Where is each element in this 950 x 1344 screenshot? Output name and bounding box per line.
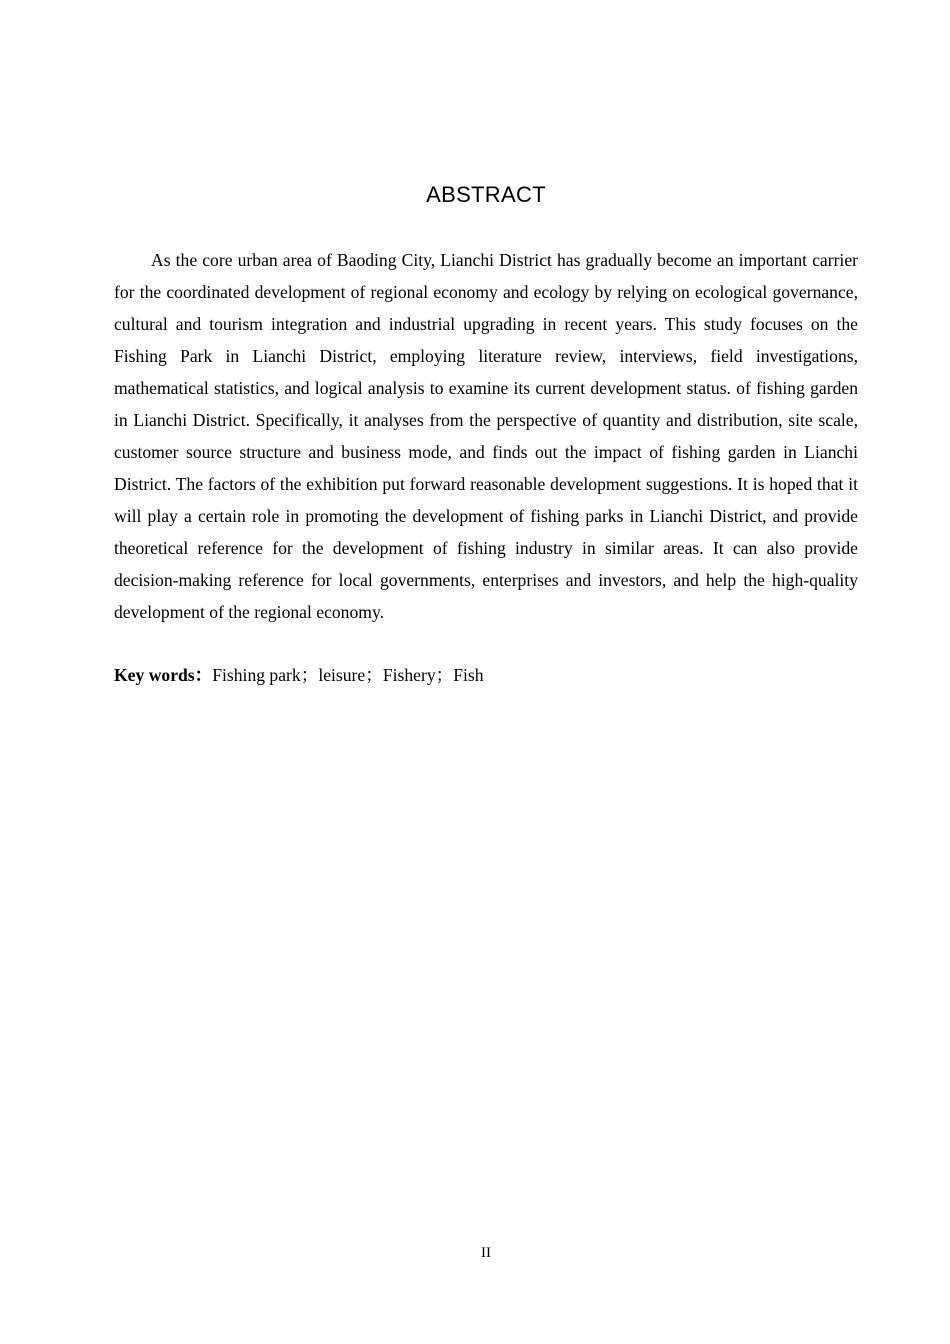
abstract-title: ABSTRACT <box>426 182 546 207</box>
page-number: II <box>481 1245 491 1261</box>
keywords-label: Key words： <box>114 665 213 685</box>
keyword-separator: ； <box>300 665 319 685</box>
keywords-line <box>114 659 858 691</box>
abstract-paragraph: As the core urban area of Baoding City, Lianchi District has gradually become an important carrier for the coordinated development of regional economy and ecology by relying on ecological governance, cultural and tourism integration and industrial upgrading in recent years. This study focuses on the Fishing Park in Lianchi District, employing literature review, interviews, field investigations, mathematical statistics, and logical analysis to examine its current development status. of fishing garden in Lianchi District. Specifically, it analyses from the perspective of quantity and distribution, site scale, customer source structure and business mode, and finds out the impact of fishing garden in Lianchi District. The factors of the exhibition put forward reasonable development suggestions. It is hoped that it will play a certain role in promoting the development of fishing parks in Lianchi District, and provide theoretical reference for the development of fishing industry in similar areas. It can also provide decision-making reference for local governments, enterprises and investors, and help the high-quality development of the regional economy. <box>114 250 858 622</box>
keyword-item: Fish <box>453 665 484 685</box>
keyword-separator: ； <box>365 665 383 685</box>
keyword-item: leisure <box>318 665 366 685</box>
keyword-item: Fishing park <box>212 665 301 685</box>
abstract-body <box>114 244 858 628</box>
keyword-separator: ； <box>435 665 454 685</box>
keyword-item: Fishery <box>382 665 436 685</box>
